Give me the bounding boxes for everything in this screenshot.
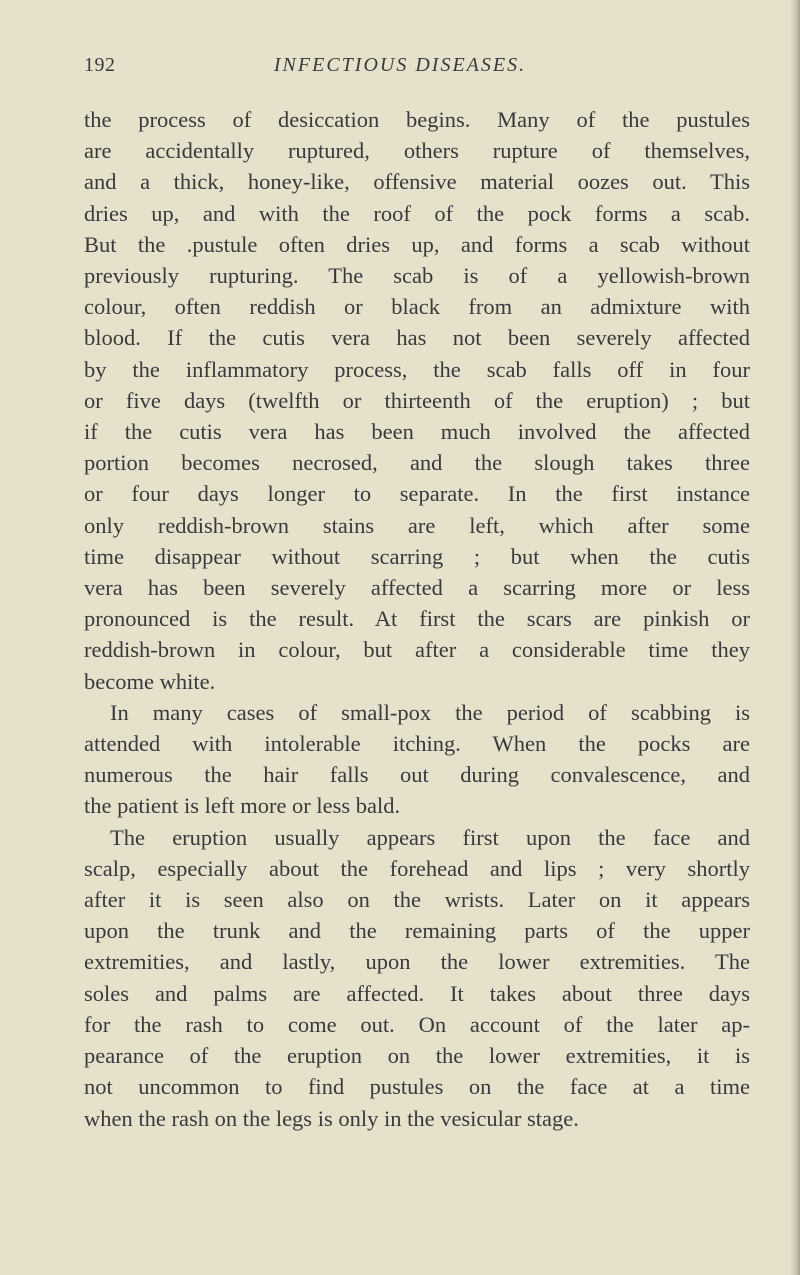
text-line: scalp, especially about the forehead and lips ; very shortly	[84, 855, 750, 881]
text-line: or four days longer to separate. In the first instance	[84, 481, 750, 507]
text-line: or five days (twelfth or thirteenth of the eruption) ; but	[84, 387, 750, 413]
text-line: colour, often reddish or black from an admixture with	[84, 294, 750, 320]
text-line: soles and palms are affected. It takes about three days	[84, 980, 750, 1006]
text-line: by the inflammatory process, the scab falls off in four	[84, 356, 750, 382]
body-text	[84, 104, 750, 1134]
text-line: previously rupturing. The scab is of a yellowish-brown	[84, 263, 750, 289]
text-line: numerous the hair falls out during convalescence, and	[84, 762, 750, 788]
text-line: pearance of the eruption on the lower extremities, it is	[84, 1043, 750, 1069]
text-line: In many cases of small-pox the period of scabbing is	[110, 699, 750, 725]
text-line: attended with intolerable itching. When the pocks are	[84, 731, 750, 757]
text-line: the process of desiccation begins. Many of the pustules	[84, 107, 750, 132]
paragraph	[84, 697, 750, 822]
text-line: portion becomes necrosed, and the slough takes three	[84, 450, 750, 476]
text-line: vera has been severely affected a scarring more or less	[84, 575, 750, 601]
text-line: pronounced is the result. At first the scars are pinkish or	[84, 606, 750, 632]
text-line: when the rash on the legs is only in the vesicular stage.	[84, 1105, 579, 1131]
paragraph	[84, 104, 750, 697]
text-line: not uncommon to find pustules on the face at a time	[84, 1074, 750, 1100]
text-line: extremities, and lastly, upon the lower extremities. The	[84, 949, 750, 975]
text-line: and a thick, honey-like, offensive material oozes out. This	[84, 169, 750, 195]
text-line: blood. If the cutis vera has not been severely affected	[84, 325, 750, 351]
text-line: are accidentally ruptured, others rupture of themselves,	[84, 138, 750, 164]
page-number: 192	[84, 54, 116, 76]
text-line: only reddish-brown stains are left, which after some	[84, 512, 750, 538]
text-line: upon the trunk and the remaining parts of the upper	[84, 918, 750, 944]
text-line: for the rash to come out. On account of the later ap-	[84, 1011, 750, 1037]
page-edge-shadow	[790, 0, 800, 1275]
text-line: if the cutis vera has been much involved the affected	[84, 419, 750, 445]
text-line: become white.	[84, 668, 216, 694]
paragraph	[84, 822, 750, 1134]
page-header	[0, 54, 800, 84]
text-line: The eruption usually appears first upon the face and	[110, 824, 750, 850]
text-line: after it is seen also on the wrists. Later on it appears	[84, 887, 750, 913]
text-line: dries up, and with the roof of the pock forms a scab.	[84, 200, 750, 226]
text-line: time disappear without scarring ; but when the cutis	[84, 543, 750, 569]
text-line: But the .pustule often dries up, and forms a scab without	[84, 231, 750, 257]
running-head: INFECTIOUS DISEASES.	[273, 54, 527, 76]
text-line: the patient is left more or less bald.	[84, 793, 401, 819]
text-line: reddish-brown in colour, but after a considerable time they	[84, 637, 750, 663]
